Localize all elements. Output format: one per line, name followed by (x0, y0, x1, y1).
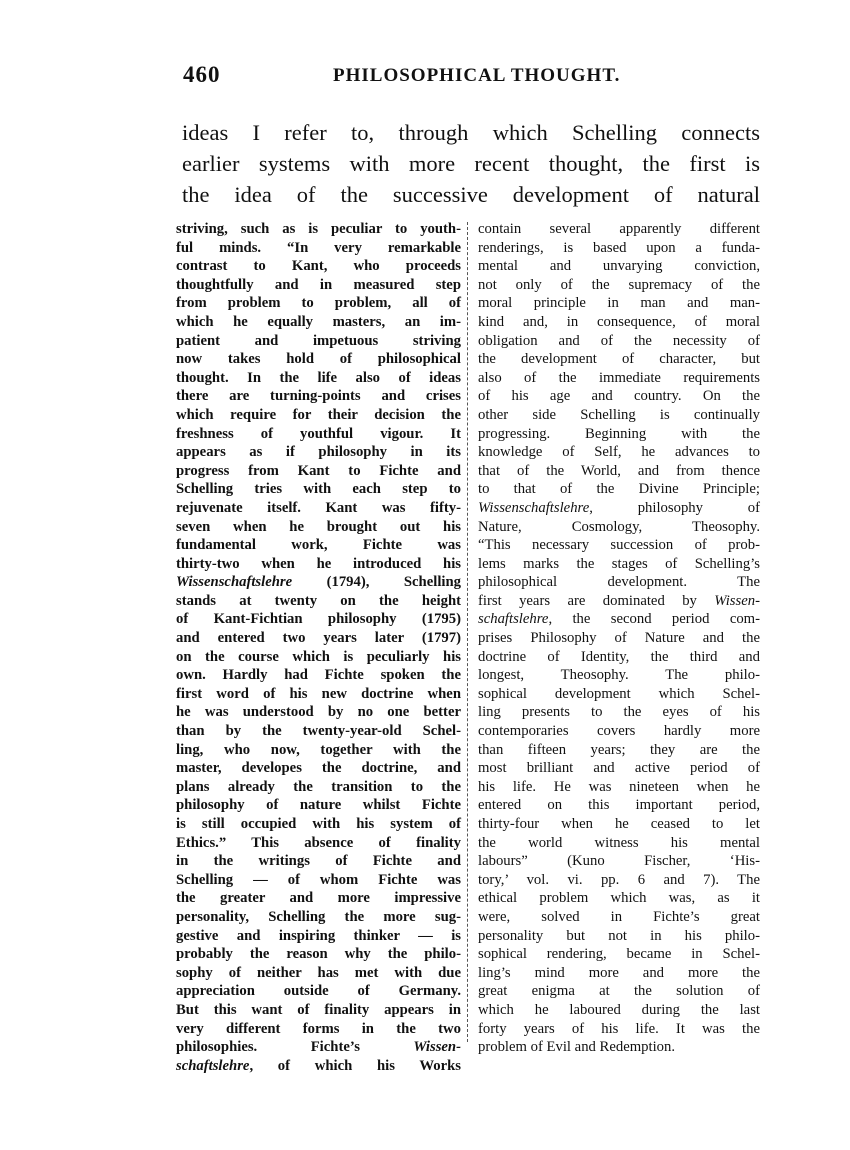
text-line: rejuvenate itself. Kant was fifty- (176, 499, 461, 516)
running-title: PHILOSOPHICAL THOUGHT. (333, 65, 621, 86)
lead-paragraph (182, 117, 760, 210)
text-line: thoughtfully and in measured step (176, 276, 461, 293)
text-line: lems marks the stages of Schelling’s (478, 555, 760, 572)
text-line: which he laboured during the last (478, 1001, 760, 1018)
text-line: than by the twenty-year-old Schel- (176, 723, 461, 740)
text-line: which require for their decision the (176, 406, 461, 423)
text-line: mental and unvarying conviction, (478, 258, 760, 275)
text-line: Schelling tries with each step to (176, 481, 461, 498)
text-line: “This necessary succession of prob- (478, 537, 760, 554)
running-header (183, 62, 763, 92)
text-line: Nature, Cosmology, Theosophy. (478, 518, 760, 535)
text-line: of his age and country. On the (478, 388, 760, 405)
text-line: of Kant-Fichtian philosophy (1795) (176, 611, 461, 628)
column-divider (467, 222, 468, 1042)
text-line: appears as if philosophy in its (176, 444, 461, 461)
text-line: ful minds. “In very remarkable (176, 239, 461, 256)
text-line: seven when he brought out his (176, 518, 461, 535)
text-line: than fifteen years; they are the (478, 741, 760, 758)
text-line: contain several apparently different (478, 221, 760, 237)
text-line: very different forms in the two (176, 1020, 461, 1037)
text-line: master, developes the doctrine, and (176, 760, 461, 777)
text-line: longest, Theosophy. The philo- (478, 667, 760, 684)
left-column (176, 220, 461, 1075)
text-line: first years are dominated by Wissen- (478, 592, 760, 609)
text-line: his life. He was nineteen when he (478, 778, 760, 795)
text-line: personality but not in his philo- (478, 927, 760, 944)
text-line: progress from Kant to Fichte and (176, 462, 461, 479)
text-line: entered on this important period, (478, 797, 760, 814)
text-line: personality, Schelling the more sug- (176, 908, 461, 925)
lead-line: earlier systems with more recent thought, the first is (182, 151, 760, 176)
text-line: moral principle in man and man- (478, 295, 760, 312)
right-column (478, 220, 760, 1057)
text-line: ethical problem which was, as it (478, 890, 760, 907)
lead-line: the idea of the successive development of natural (182, 182, 760, 207)
text-line: great enigma at the solution of (478, 983, 760, 1000)
text-line: which he equally masters, an im- (176, 313, 461, 330)
text-line: appreciation outside of Germany. (176, 983, 461, 1000)
text-line: thirty-four when he ceased to let (478, 816, 760, 832)
text-line: striving, such as is peculiar to youth- (176, 221, 461, 237)
text-line: there are turning-points and crises (176, 388, 461, 405)
text-line: progressing. Beginning with the (478, 425, 760, 442)
text-line: own. Hardly had Fichte spoken the (176, 667, 461, 684)
text-line: not only of the supremacy of the (478, 276, 760, 293)
text-line: is still occupied with his system of (176, 816, 461, 832)
text-line: sophical development which Schel- (478, 685, 760, 702)
text-line: the world witness his mental (478, 834, 760, 851)
text-line: sophy of neither has met with due (176, 964, 461, 981)
text-line: on the course which is peculiarly his (176, 648, 461, 665)
text-line: probably the reason why the philo- (176, 946, 461, 963)
lead-line: ideas I refer to, through which Schelling connects (182, 120, 760, 145)
text-line: gestive and inspiring thinker — is (176, 927, 461, 944)
text-line: he was understood by no one better (176, 704, 461, 721)
text-line: contrast to Kant, who proceeds (176, 258, 461, 275)
text-line: thought. In the life also of ideas (176, 369, 461, 386)
text-line: schaftslehre, of which his Works (176, 1057, 461, 1074)
text-line: philosophies. Fichte’s Wissen- (176, 1039, 461, 1056)
text-line: ling presents to the eyes of his (478, 704, 760, 721)
text-line: But this want of finality appears in (176, 1001, 461, 1018)
text-line: tory,’ vol. vi. pp. 6 and 7). The (478, 871, 760, 888)
text-line: patient and impetuous striving (176, 332, 461, 349)
text-line: ling, who now, together with the (176, 741, 461, 758)
text-line: to that of the Divine Principle; (478, 481, 760, 498)
text-line: other side Schelling is continually (478, 406, 760, 423)
text-line: and entered two years later (1797) (176, 630, 461, 647)
text-line: Wissenschaftslehre, philosophy of (478, 499, 760, 516)
text-line: thirty-two when he introduced his (176, 555, 461, 572)
text-line: schaftslehre, the second period com- (478, 611, 760, 628)
text-line: knowledge of Self, he advances to (478, 444, 760, 461)
text-line: the development of character, but (478, 351, 760, 368)
text-line: first word of his new doctrine when (176, 685, 461, 702)
text-line: freshness of youthful vigour. It (176, 425, 461, 442)
text-line: fundamental work, Fichte was (176, 537, 461, 554)
text-line: ling’s mind more and more the (478, 964, 760, 981)
text-line: Schelling — of whom Fichte was (176, 871, 461, 888)
text-line: labours” (Kuno Fischer, ‘His- (478, 853, 760, 870)
text-line: from problem to problem, all of (176, 295, 461, 312)
text-line: the greater and more impressive (176, 890, 461, 907)
text-line: also of the immediate requirements (478, 369, 760, 386)
text-line: Ethics.” This absence of finality (176, 834, 461, 851)
text-line: now takes hold of philosophical (176, 351, 461, 368)
text-line: obligation and of the necessity of (478, 332, 760, 349)
text-line: contemporaries covers hardly more (478, 723, 760, 740)
text-line: renderings, is based upon a funda- (478, 239, 760, 256)
page-number: 460 (183, 62, 221, 87)
text-line: forty years of his life. It was the (478, 1020, 760, 1037)
text-line: were, solved in Fichte’s great (478, 908, 760, 925)
text-line: most brilliant and active period of (478, 760, 760, 777)
text-line: plans already the transition to the (176, 778, 461, 795)
text-line: philosophical development. The (478, 574, 760, 591)
text-line: stands at twenty on the height (176, 592, 461, 609)
text-line: kind and, in consequence, of moral (478, 313, 760, 330)
text-line: in the writings of Fichte and (176, 853, 461, 870)
text-line: philosophy of nature whilst Fichte (176, 797, 461, 814)
text-line: Wissenschaftslehre (1794), Schelling (176, 574, 461, 591)
text-line: that of the World, and from thence (478, 462, 760, 479)
text-line: sophical rendering, became in Schel- (478, 946, 760, 963)
text-line: problem of Evil and Redemption. (478, 1039, 676, 1056)
text-line: prises Philosophy of Nature and the (478, 630, 760, 647)
text-line: doctrine of Identity, the third and (478, 648, 760, 665)
